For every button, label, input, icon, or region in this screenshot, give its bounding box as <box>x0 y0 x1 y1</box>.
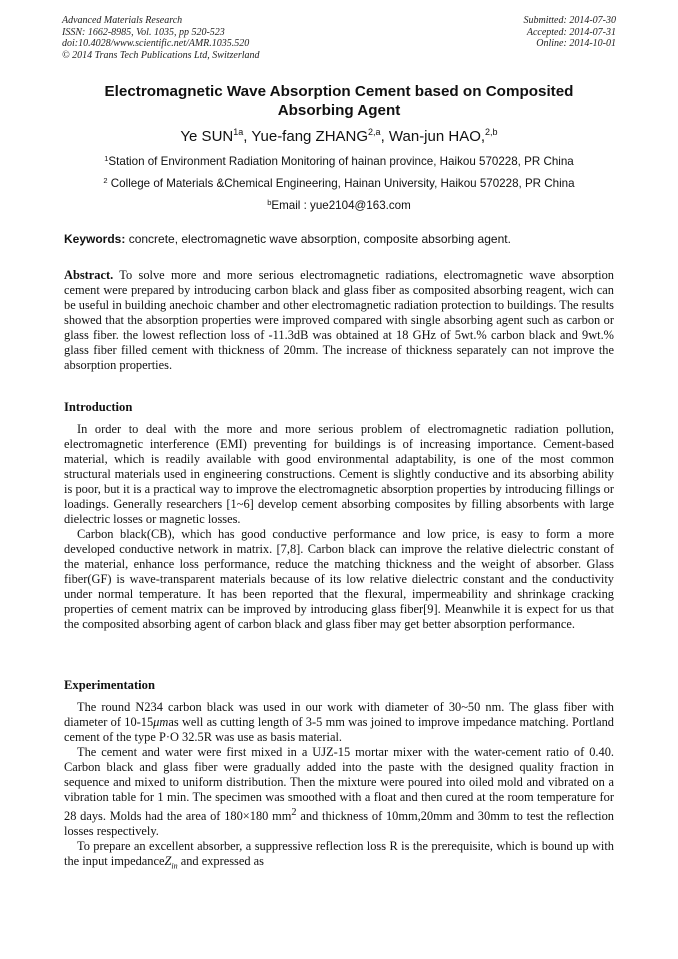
keywords-text: concrete, electromagnetic wave absorption, composite absorbing agent. <box>125 232 511 246</box>
journal-copyright: © 2014 Trans Tech Publications Ltd, Switzerland <box>62 49 260 61</box>
author-name: Wan-jun HAO, <box>388 128 486 145</box>
author-affiliation-mark: 1a <box>233 127 244 137</box>
introduction-heading: Introduction <box>64 400 133 414</box>
affiliation-text: Station of Environment Radiation Monitoring of hainan province, Haikou 570228, PR China <box>108 155 574 168</box>
author-name: Yue-fang ZHANG <box>251 128 369 145</box>
superscript: 2 <box>291 807 297 818</box>
abstract-text: To solve more and more serious electromagnetic radiations, electromagnetic wave absorption cement were prepared by introducing carbon black and glass fiber as composited absorbing reagent, wich can be useful in building anechoic chamber and other electromagnetic radiation protection to buildings. The results showed that the absorption properties were improved compared with single absorbing agent such as carbon or glass fiber. the lowest reflection loss of -11.3dB was obtained at 18 GHz of 5wt.% carbon black and 9wt.% glass fiber filled cement with thickness of 20mm. The increase of thickness separately can not improve the absorption properties. <box>64 268 614 372</box>
affiliation <box>40 177 638 190</box>
paragraph: In order to deal with the more and more serious problem of electromagnetic radiation pollution, electromagnetic interference (EMI) preventing for buildings is of increasing importance. Cement-based material, which is readily available with good environmental adaptability, is one of the most common structural materials used in engineering constructions. Cement is slightly conductive and its absorbing ability is poor, but it is a practical way to improve the electromagnetic absorption properties by introducing fillings or loadings. Generally researchers [1~6] develop cement absorbing composites by filling absorbents with large dielectric losses or magnetic losses. <box>64 422 614 526</box>
email-text: Email : yue2104@163.com <box>271 199 411 212</box>
paragraph <box>64 745 614 839</box>
journal-header-left <box>62 15 260 61</box>
unit-micrometer: μm <box>153 715 169 729</box>
journal-issn: ISSN: 1662-8985, Vol. 1035, pp 520-523 <box>62 26 225 38</box>
affiliation-mark: 1 <box>104 154 109 163</box>
paragraph-text: and thickness of 10mm,20mm and 30mm to test the reflection losses respectively. <box>64 809 614 839</box>
author-affiliation-mark: 2,a <box>368 127 381 137</box>
journal-name: Advanced Materials Research <box>62 15 183 26</box>
experimentation-body <box>64 700 614 874</box>
impedance-symbol <box>164 854 178 871</box>
author-affiliation-mark: 2,b <box>485 127 498 137</box>
author-separator: , <box>380 128 389 145</box>
paragraph-text: To prepare an excellent absorber, a suppressive reflection loss R is the prerequisite, which is bound up with the input impedance <box>64 839 614 869</box>
online-date: Online: 2014-10-01 <box>536 38 616 49</box>
keywords <box>64 232 616 246</box>
experimentation-heading: Experimentation <box>64 678 155 692</box>
affiliation-text: College of Materials &Chemical Engineering, Hainan University, Haikou 570228, PR China <box>107 177 575 190</box>
paragraph-text: The cement and water were first mixed in a UJZ-15 mortar mixer with the water-cement ratio of 0.40. Carbon black and glass fiber were gradually added into the paste with the designed quality fraction in sequence and mixed to uniform distribution. Then the mixture were poured into oiled mold and vibrated on a vibration table for 1 min. The specimen was smoothed with a float and then cured at the room temperature for 28 days. Molds had the area of 180×180 mm <box>64 745 614 824</box>
journal-header-right <box>524 15 617 50</box>
paragraph-text: as well as cutting length of 3-5 mm was joined to improve impedance matching. Portland cement of the type P·O 32.5R was use as basis material. <box>64 715 614 744</box>
submitted-date: Submitted: 2014-07-30 <box>523 15 616 26</box>
author-list <box>40 128 638 145</box>
author-separator: , <box>243 128 252 145</box>
paper-title <box>60 82 618 120</box>
abstract-label: Abstract. <box>64 268 114 282</box>
contact-email <box>40 199 638 212</box>
math-subscript: in <box>171 861 178 871</box>
paragraph-text: and expressed as <box>177 854 264 869</box>
title-line-2: Absorbing Agent <box>277 102 401 119</box>
accepted-date: Accepted: 2014-07-31 <box>526 26 616 38</box>
journal-doi: doi:10.4028/www.scientific.net/AMR.1035.520 <box>62 38 250 49</box>
affiliation <box>40 155 638 168</box>
abstract <box>64 268 614 373</box>
affiliation-mark: b <box>267 198 272 207</box>
introduction-body <box>64 422 614 632</box>
affiliation-mark: 2 <box>103 176 108 185</box>
paragraph <box>64 700 614 745</box>
paragraph: Carbon black(CB), which has good conductive performance and low price, is easy to form a more developed conductive network in matrix. [7,8]. Carbon black can improve the relative dielectric constant of the material, enhance loss performance, reduce the matching thickness and the weight of absorber. Glass fiber(GF) is wave-transparent materials because of its low relative dielectric constant and the conductivity under normal temperature. It has been reported that the flexural, impermeability and shrinkage cracking properties of cement matrix can be improved by introducing glass fiber[9]. Meanwhile it is expect for us that the composited absorbing agent of carbon black and glass fiber may get better absorption performance. <box>64 527 614 631</box>
math-variable: Z <box>164 854 172 869</box>
paragraph <box>64 839 614 873</box>
keywords-label: Keywords: <box>64 232 126 246</box>
paragraph-text: The round N234 carbon black was used in our work with diameter of 30~50 nm. The glass fiber with diameter of 10-15 <box>64 700 614 729</box>
title-line-1: Electromagnetic Wave Absorption Cement based on Composited <box>104 83 574 100</box>
author-name: Ye SUN <box>180 128 234 145</box>
